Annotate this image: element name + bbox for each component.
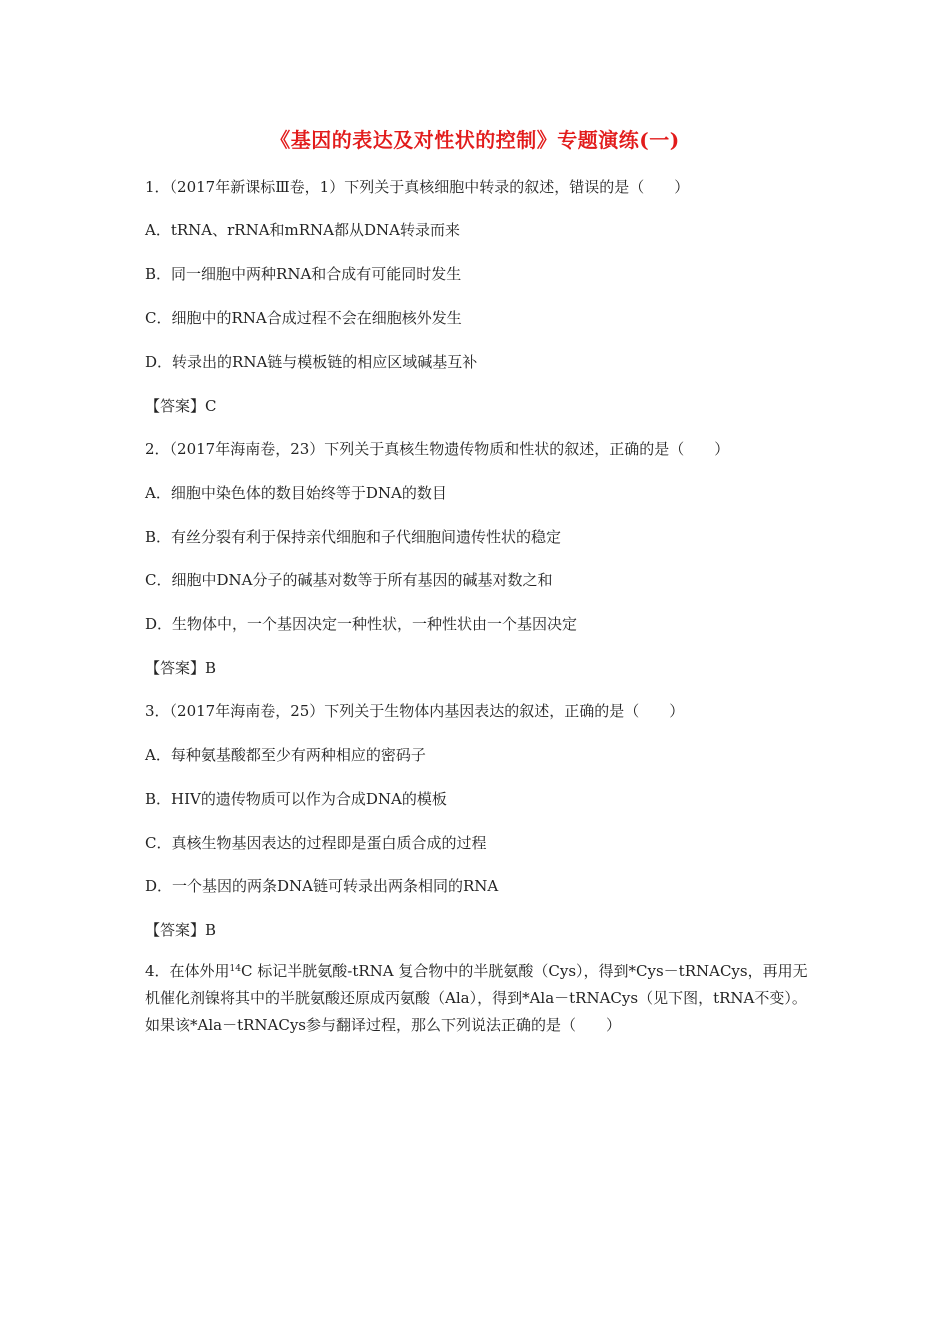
question-1-option-c: C．细胞中的RNA合成过程不会在细胞核外发生 xyxy=(145,309,462,327)
question-2-option-a: A．细胞中染色体的数目始终等于DNA的数目 xyxy=(145,484,447,502)
question-2-option-d: D．生物体中，一个基因决定一种性状，一种性状由一个基因决定 xyxy=(145,615,578,633)
question-3-option-c: C．真核生物基因表达的过程即是蛋白质合成的过程 xyxy=(145,834,487,852)
question-1-stem: 1．（2017年新课标Ⅲ卷，1）下列关于真核细胞中转录的叙述，错误的是（ ） xyxy=(145,178,690,196)
question-1-answer: 【答案】C xyxy=(145,397,217,415)
question-4-stem xyxy=(145,958,810,1039)
question-3-option-b: B．HIV的遗传物质可以作为合成DNA的模板 xyxy=(145,790,447,808)
question-3-stem: 3．（2017年海南卷，25）下列关于生物体内基因表达的叙述，正确的是（ ） xyxy=(145,702,685,720)
question-1-option-b: B．同一细胞中两种RNA和合成有可能同时发生 xyxy=(145,265,462,283)
question-1-option-d: D．转录出的RNA链与模板链的相应区域碱基互补 xyxy=(145,353,478,371)
question-4-body: C 标记半胱氨酸-tRNA 复合物中的半胱氨酸（Cys），得到*Cys－tRNACys，再用无机催化剂镍将其中的半胱氨酸还原成丙氨酸（Ala），得到*Ala－tRNACys（见下图，tRNA不变）。如果该*Ala－tRNACys参与翻译过程，那么下列说法正确的是（ ） xyxy=(145,962,808,1034)
question-2-answer: 【答案】B xyxy=(145,659,217,677)
question-3-option-a: A．每种氨基酸都至少有两种相应的密码子 xyxy=(145,746,426,764)
question-2-option-b: B．有丝分裂有利于保持亲代细胞和子代细胞间遗传性状的稳定 xyxy=(145,528,562,546)
question-3-option-d: D．一个基因的两条DNA链可转录出两条相同的RNA xyxy=(145,877,499,895)
isotope-superscript: 14 xyxy=(229,964,241,974)
question-2-stem: 2．（2017年海南卷，23）下列关于真核生物遗传物质和性状的叙述，正确的是（ ） xyxy=(145,440,730,458)
question-4-prefix: 4．在体外用 xyxy=(145,962,230,980)
question-3-answer: 【答案】B xyxy=(145,921,217,939)
question-2-option-c: C．细胞中DNA分子的碱基对数等于所有基因的碱基对数之和 xyxy=(145,571,553,589)
document-title: 《基因的表达及对性状的控制》专题演练(一) xyxy=(270,128,680,152)
question-1-option-a: A．tRNA、rRNA和mRNA都从DNA转录而来 xyxy=(145,221,460,239)
